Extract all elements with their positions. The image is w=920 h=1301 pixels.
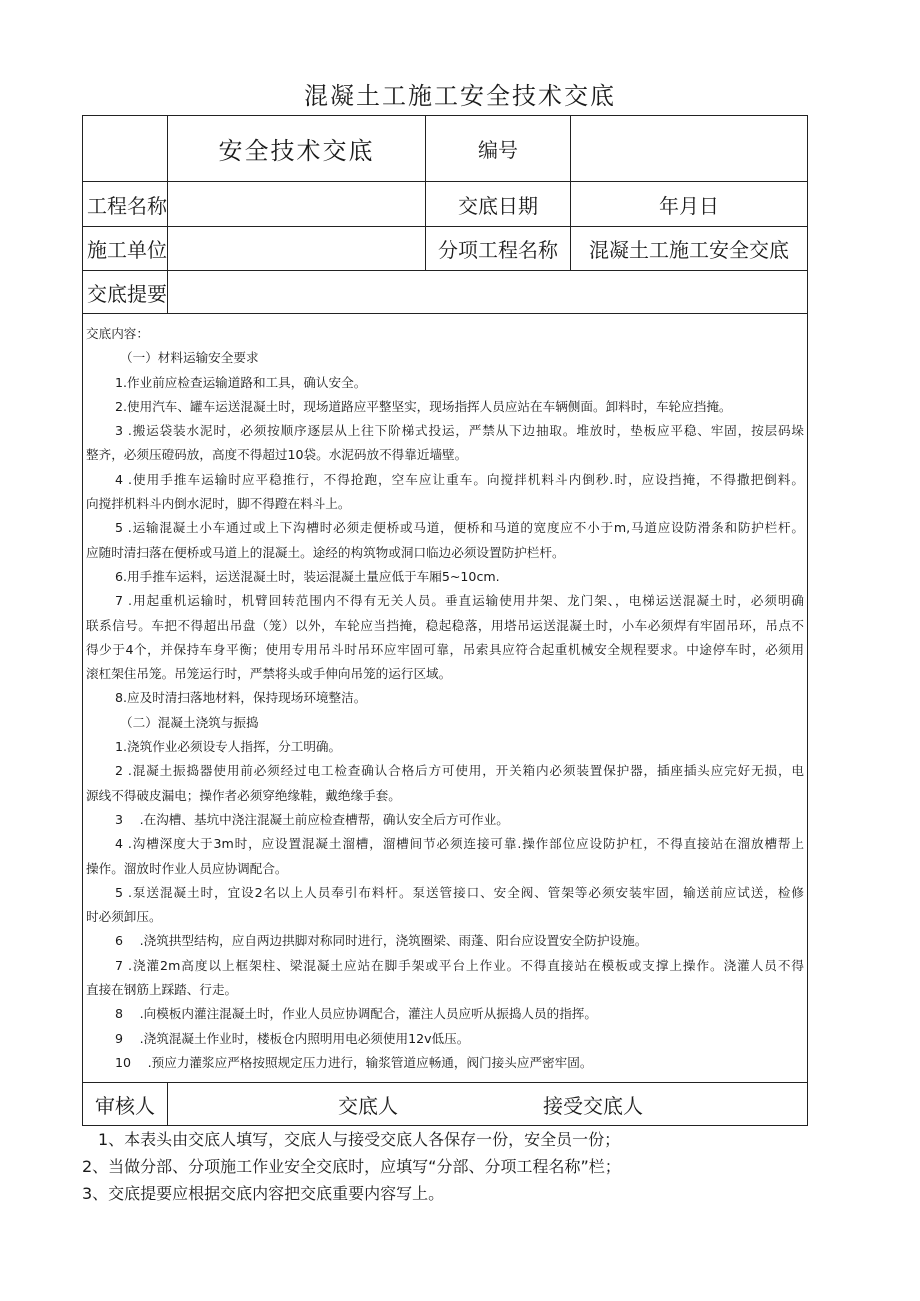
- content-line: 9 .浇筑混凝土作业时，楼板仓内照明用电必须使用12v低压。: [115, 1030, 470, 1046]
- disclosure-form: [82, 115, 808, 1126]
- content-line: （一）材料运输安全要求: [120, 350, 259, 366]
- subproject-value: 混凝土工施工安全交底: [589, 238, 789, 262]
- content-line: 操作。溜放时作业人员应协调配合。: [86, 860, 288, 876]
- content-line: 6 .浇筑拱型结构，应自两边拱脚对称同时进行，浇筑圈梁、雨蓬、阳台应设置安全防护设施。: [115, 933, 648, 949]
- discloser-label: 交底人: [338, 1093, 398, 1118]
- subproject-label: 分项工程名称: [438, 238, 558, 262]
- content-line: 5 .运输混凝土小车通过或上下沟槽时必须走便桥或马道，便桥和马道的宽度应不小于m,马道应设防滑条和防护栏杆。: [115, 520, 804, 536]
- company-field[interactable]: [168, 227, 425, 270]
- footer-note: 1、本表头由交底人填写，交底人与接受交底人各保存一份，安全员一份；: [82, 1130, 621, 1149]
- content-line: 整齐，必须压磴码放，高度不得超过10袋。水泥码放不得靠近墙壁。: [86, 447, 468, 463]
- content-line: 2 .混凝土振捣器使用前必须经过电工检查确认合格后方可使用，开关箱内必须装置保护器，插座插头应完好无损，电: [115, 763, 804, 779]
- number-field[interactable]: [571, 116, 807, 181]
- summary-label: 交底提要: [87, 281, 167, 306]
- footer-note: 2、当做分部、分项施工作业安全交底时，应填写“分部、分项工程名称”栏；: [82, 1157, 621, 1176]
- disclosure-content: [86, 322, 804, 1075]
- date-label: 交底日期: [458, 193, 538, 218]
- reviewer-label: 审核人: [95, 1093, 155, 1118]
- content-line: 8.应及时清扫落地材料，保持现场环境整洁。: [115, 690, 367, 706]
- content-line: 滚杠架住吊笼。吊笼运行时，严禁将头或手伸向吊笼的运行区域。: [86, 666, 452, 682]
- content-line: 直接在钢筋上踩踏、行走。: [86, 982, 238, 998]
- content-line: 4 .使用手推车运输时应平稳推行，不得抢跑，空车应让重车。向搅拌机料斗内倒秒.时，应设挡掩，不得撒把倒料。: [115, 471, 804, 487]
- content-line: 联系信号。车把不得超出吊盘（笼）以外，车轮应当挡掩，稳起稳落，用塔吊运送混凝土时，小车必须焊有牢固吊环，吊点不: [86, 617, 804, 633]
- content-line: 6.用手推车运料，运送混凝土时，装运混凝土量应低于车厢5~10cm.: [115, 568, 500, 584]
- content-line: 7 .用起重机运输时，机臂回转范围内不得有无关人员。垂直运输使用井架、龙门架、，电梯运送混凝土时，必须明确: [115, 593, 804, 609]
- number-label: 编号: [478, 138, 518, 162]
- receiver-label: 接受交底人: [543, 1093, 643, 1118]
- content-line: 源线不得破皮漏电；操作者必须穿绝缘鞋，戴绝缘手套。: [86, 787, 401, 803]
- content-line: 1.作业前应检查运输道路和工具，确认安全。: [115, 374, 367, 390]
- project-name-field[interactable]: [168, 182, 425, 226]
- content-line: （二）混凝土浇筑与振捣: [120, 714, 259, 730]
- project-name-label: 工程名称: [87, 193, 167, 218]
- content-line: 5 .泵送混凝土时，宜设2名以上人员奉引布料杆。泵送管接口、安全阀、管架等必须安装牢固，输送前应试送，检修: [115, 884, 804, 900]
- company-label: 施工单位: [87, 238, 167, 262]
- summary-field[interactable]: [168, 271, 807, 313]
- content-line: 时必须卸压。: [86, 909, 162, 925]
- content-line: 向搅拌机料斗内倒水泥时，脚不得蹬在料斗上。: [86, 496, 351, 512]
- footer-note: 3、交底提要应根据交底内容把交底重要内容写上。: [82, 1184, 445, 1203]
- content-line: 交底内容：: [86, 326, 149, 341]
- content-line: 7 .浇灌2m高度以上框架柱、梁混凝土应站在脚手架或平台上作业。不得直接站在模板或支撑上操作。浇灌人员不得: [115, 957, 804, 973]
- footer-notes: [82, 1126, 621, 1207]
- document-title: 混凝土工施工安全技术交底: [304, 82, 616, 110]
- form-heading: 安全技术交底: [218, 137, 375, 165]
- content-line: 3 .搬运袋装水泥时，必须按顺序逐层从上往下阶梯式投运，严禁从下边抽取。堆放时，垫板应平稳、牢固，按层码垛: [115, 423, 804, 439]
- content-line: 1.浇筑作业必须设专人指挥，分工明确。: [115, 739, 342, 755]
- date-field[interactable]: 年月日: [659, 193, 719, 218]
- content-line: 8 .向模板内灌注混凝土时，作业人员应协调配合，灌注人员应听从振捣人员的指挥。: [115, 1006, 597, 1022]
- content-line: 10 .预应力灌浆应严格按照规定压力进行，输浆管道应畅通，阀门接头应严密牢固。: [115, 1054, 593, 1070]
- content-line: 3 .在沟槽、基坑中浇注混凝土前应检查槽帮，确认安全后方可作业。: [115, 811, 509, 827]
- content-line: 2.使用汽车、罐车运送混凝土时，现场道路应平整坚实，现场指挥人员应站在车辆侧面。卸料时，车轮应挡掩。: [115, 398, 732, 414]
- content-line: 4 .沟槽深度大于3m时，应设置混凝土溜槽，溜槽间节必须连接可靠.操作部位应设防护杠，不得直接站在溜放槽帮上: [115, 836, 804, 852]
- content-line: 应随时清扫落在便桥或马道上的混凝土。途经的构筑物或洞口临边必须设置防护栏杆。: [86, 544, 565, 560]
- content-line: 得少于4个，并保持车身平衡；使用专用吊斗时吊环应牢固可靠，吊索具应符合起重机械安全规程要求。中途停车时，必须用: [86, 641, 804, 657]
